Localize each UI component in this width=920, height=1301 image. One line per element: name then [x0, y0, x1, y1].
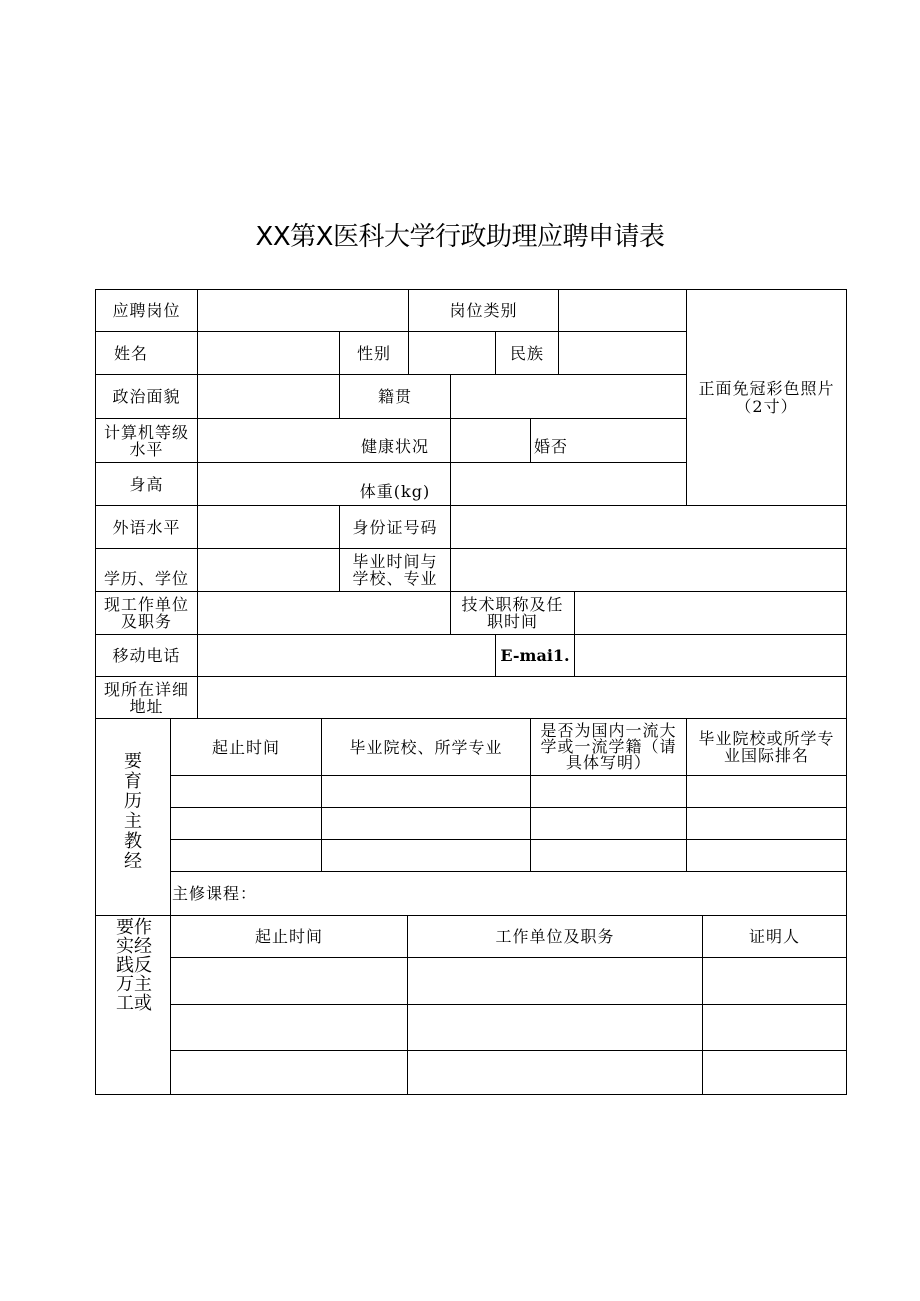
marital-field[interactable]	[572, 419, 686, 462]
ethnicity-field[interactable]	[559, 332, 686, 374]
professional-title-field[interactable]	[575, 592, 846, 634]
computer-level-label: 计算机等级 水平	[103, 422, 189, 459]
main-courses-field[interactable]	[272, 872, 846, 915]
current-employer-label: 现工作单位 及职务	[103, 595, 189, 631]
name-field[interactable]	[198, 332, 339, 374]
position-category-field[interactable]	[559, 290, 686, 331]
work-section-label: 要作实经践反万主工或	[116, 917, 152, 1014]
position-field[interactable]	[198, 290, 408, 331]
mobile-field[interactable]	[198, 635, 495, 676]
main-courses-label: 主修课程：	[172, 884, 258, 903]
position-label: 应聘岗位	[112, 301, 181, 320]
education-degree-field[interactable]	[198, 549, 339, 591]
height-label: 身高	[129, 474, 164, 494]
address-label: 现所在详细 地址	[103, 679, 189, 716]
mobile-label: 移动电话	[112, 646, 181, 665]
gender-field[interactable]	[409, 332, 495, 374]
email-label: E-mai1.	[500, 646, 570, 665]
edu-header-period: 起止时间	[211, 737, 280, 757]
foreign-language-field[interactable]	[198, 506, 339, 548]
foreign-language-label: 外语水平	[112, 517, 181, 537]
id-number-field[interactable]	[451, 506, 846, 548]
ethnicity-label: 民族	[509, 343, 544, 363]
education-section-label: 要育历主教经	[124, 751, 142, 872]
work-header-employer: 工作单位及职务	[495, 927, 615, 946]
health-label: 健康状况	[360, 437, 429, 456]
weight-field[interactable]	[451, 463, 686, 505]
weight-label: 体重(kg)	[359, 481, 431, 501]
native-place-field[interactable]	[451, 375, 686, 418]
work-header-period: 起止时间	[254, 927, 323, 946]
marital-label: 婚否	[533, 437, 568, 456]
edu-header-school: 毕业院校、所学专业	[349, 737, 503, 757]
height-field[interactable]	[198, 463, 339, 505]
edu-header-first-class: 是否为国内一流大 学或一流学籍（请 具体写明）	[540, 721, 677, 772]
political-status-label: 政治面貌	[112, 387, 181, 406]
photo-box[interactable]: 正面免冠彩色照片 （2寸）	[698, 378, 835, 416]
form-title: XX第X医科大学行政助理应聘申请表	[255, 222, 665, 252]
political-status-field[interactable]	[198, 375, 339, 418]
id-number-label: 身份证号码	[352, 517, 438, 537]
address-field[interactable]	[198, 677, 846, 718]
edu-header-ranking: 毕业院校或所学专 业国际排名	[698, 729, 835, 765]
name-label: 姓名	[113, 343, 148, 363]
position-category-label: 岗位类别	[449, 301, 518, 320]
computer-level-field[interactable]	[198, 419, 339, 462]
native-place-label: 籍贯	[377, 387, 412, 406]
gender-label: 性别	[356, 343, 391, 363]
current-employer-field[interactable]	[198, 592, 450, 634]
professional-title-label: 技术职称及任 职时间	[461, 595, 564, 631]
work-header-referee: 证明人	[748, 927, 800, 946]
graduation-info-label: 毕业时间与 学校、专业	[352, 552, 438, 588]
health-field[interactable]	[451, 419, 530, 462]
graduation-info-field[interactable]	[451, 549, 846, 591]
email-field[interactable]	[575, 635, 846, 676]
education-degree-label: 学历、学位	[103, 569, 189, 588]
